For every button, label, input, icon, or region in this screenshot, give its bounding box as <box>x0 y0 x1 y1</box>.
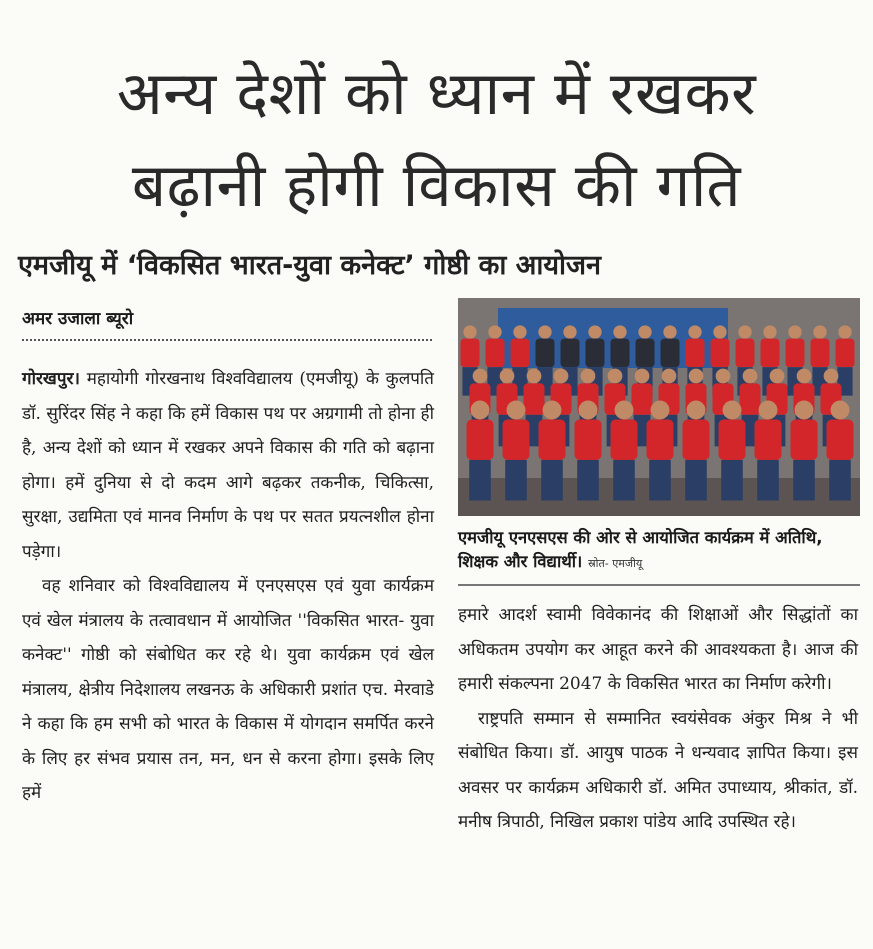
back-row-person-torso <box>561 339 580 368</box>
caption-text: एमजीयू एनएसएस की ओर से आयोजित कार्यक्रम में अतिथि, शिक्षक और विद्यार्थी। <box>458 528 823 571</box>
back-row-person-torso <box>786 339 805 368</box>
back-row-person-head <box>563 325 576 338</box>
middle-row-person-torso <box>524 383 545 415</box>
back-row-person-torso <box>486 339 505 368</box>
article-paragraph <box>22 362 434 569</box>
back-row-person-head <box>813 325 826 338</box>
back-row-person-head <box>763 325 776 338</box>
middle-row-person-head <box>770 369 785 384</box>
front-row-person-legs <box>505 460 527 501</box>
back-row-person-head <box>463 325 476 338</box>
subheadline: एमजीयू में ‘विकसित भारत-युवा कनेक्ट’ गोष्ठी का आयोजन <box>18 250 602 281</box>
front-row-person-torso <box>827 419 854 460</box>
back-row-person-torso <box>761 339 780 368</box>
front-row-person-head <box>615 401 634 420</box>
front-row-person-legs <box>793 460 815 501</box>
photo-caption <box>458 526 860 586</box>
back-row-person-head <box>588 325 601 338</box>
middle-row-person-head <box>473 369 488 384</box>
article-column-right <box>458 598 858 840</box>
front-row-person-torso <box>503 419 530 460</box>
front-row-person-head <box>687 401 706 420</box>
middle-row-person-head <box>662 369 677 384</box>
back-row-person-head <box>788 325 801 338</box>
front-row-person-legs <box>541 460 563 501</box>
middle-row-person-head <box>500 369 515 384</box>
front-row-person-legs <box>577 460 599 501</box>
front-row-person-legs <box>757 460 779 501</box>
front-row-person-legs <box>829 460 851 501</box>
front-row-person-torso <box>467 419 494 460</box>
article-paragraph: हमारे आदर्श स्वामी विवेकानंद की शिक्षाओं और सिद्धांतों का अधिकतम उपयोग कर आहूत करने की आवश्यकता है। आज की हमारी संकल्पना 2047 के विकसित भारत का निर्माण करेगी। <box>458 605 858 694</box>
middle-row-person-head <box>554 369 569 384</box>
paragraph-text: महायोगी गोरखनाथ विश्वविद्यालय (एमजीयू) के कुलपति डॉ. सुरिंदर सिंह ने कहा कि हमें विकास पथ पर अग्रगामी तो होना ही है, अन्य देशों को ध्यान में रखकर अपने विकास की गति को बढ़ाना होगा। हमें दुनिया से दो कदम आगे बढ़कर तकनीक, चिकित्सा, सुरक्षा, उद्यमिता एवं मानव निर्माण के पथ पर सतत प्रयत्नशील होना पड़ेगा। <box>22 369 434 562</box>
back-row-person-torso <box>686 339 705 368</box>
middle-row-person-head <box>608 369 623 384</box>
back-row-person-torso <box>736 339 755 368</box>
middle-row-person-head <box>797 369 812 384</box>
front-row-person-legs <box>613 460 635 501</box>
back-row-person-head <box>713 325 726 338</box>
middle-row-person-torso <box>632 383 653 415</box>
front-row-person-head <box>651 401 670 420</box>
front-row-person-legs <box>469 460 491 501</box>
front-row-person-torso <box>755 419 782 460</box>
back-row-person-torso <box>811 339 830 368</box>
back-row-person-torso <box>661 339 680 368</box>
back-row-person-torso <box>511 339 530 368</box>
back-row-person-torso <box>611 339 630 368</box>
back-row-person-head <box>513 325 526 338</box>
dateline: गोरखपुर। <box>22 369 80 389</box>
front-row-person-torso <box>683 419 710 460</box>
group-photo-illustration <box>458 298 860 516</box>
front-row-person-torso <box>719 419 746 460</box>
front-row-person-head <box>831 401 850 420</box>
front-row-person-torso <box>647 419 674 460</box>
event-group-photo <box>458 298 860 516</box>
back-row-person-head <box>663 325 676 338</box>
back-row-person-torso <box>711 339 730 368</box>
middle-row-person-head <box>716 369 731 384</box>
back-row-person-head <box>488 325 501 338</box>
back-row-person-head <box>613 325 626 338</box>
photo-credit: स्रोत- एमजीयू <box>588 557 643 570</box>
middle-row-person-head <box>527 369 542 384</box>
middle-row-person-head <box>743 369 758 384</box>
front-row-person-legs <box>649 460 671 501</box>
back-row-person-head <box>838 325 851 338</box>
front-row-person-legs <box>685 460 707 501</box>
back-row-person-head <box>538 325 551 338</box>
front-row-person-head <box>543 401 562 420</box>
front-row-person-legs <box>721 460 743 501</box>
byline: अमर उजाला ब्यूरो <box>22 306 432 341</box>
headline-line-2: बढ़ानी होगी विकास की गति <box>131 151 742 221</box>
back-row-person-torso <box>461 339 480 368</box>
front-row-person-torso <box>539 419 566 460</box>
middle-row-person-head <box>689 369 704 384</box>
back-row-person-torso <box>636 339 655 368</box>
headline <box>10 48 863 232</box>
front-row-person-head <box>723 401 742 420</box>
back-row-person-torso <box>836 339 855 368</box>
back-row-person-torso <box>536 339 555 368</box>
back-row-person-torso <box>586 339 605 368</box>
back-row-person-head <box>738 325 751 338</box>
front-row-person-torso <box>791 419 818 460</box>
front-row-person-head <box>507 401 526 420</box>
front-row-person-head <box>471 401 490 420</box>
front-row-person-torso <box>611 419 638 460</box>
headline-line-1: अन्य देशों को ध्यान में रखकर <box>116 59 757 129</box>
back-row-person-head <box>688 325 701 338</box>
article-paragraph: राष्ट्रपति सम्मान से सम्मानित स्वयंसेवक अंकुर मिश्र ने भी संबोधित किया। डॉ. आयुष पाठक ने धन्यवाद ज्ञापित किया। इस अवसर पर कार्यक्रम अधिकारी डॉ. अमित उपाध्याय, श्रीकांत, डॉ. मनीष त्रिपाठी, निखिल प्रकाश पांडेय आदि उपस्थित रहे। <box>458 708 858 832</box>
front-row-person-head <box>759 401 778 420</box>
front-row-person-torso <box>575 419 602 460</box>
middle-row-person-head <box>635 369 650 384</box>
front-row-person-head <box>579 401 598 420</box>
back-row-person-head <box>638 325 651 338</box>
article-paragraph: वह शनिवार को विश्वविद्यालय में एनएसएस एवं युवा कार्यक्रम एवं खेल मंत्रालय के तत्वावधान में आयोजित ''विकसित भारत- युवा कनेक्ट'' गोष्ठी को संबोधित कर रहे थे। युवा कार्यक्रम एवं खेल मंत्रालय, क्षेत्रीय निदेशालय लखनऊ के अधिकारी प्रशांत एच. मेरवाडे ने कहा कि हम सभी को भारत के विकास में योगदान समर्पित करने के लिए हर संभव प्रयास तन, मन, धन से करना होगा। इसके लिए हमें <box>22 576 434 803</box>
middle-row-person-torso <box>740 383 761 415</box>
middle-row-person-head <box>824 369 839 384</box>
front-row-person-head <box>795 401 814 420</box>
article-column-left <box>22 362 434 811</box>
middle-row-person-head <box>581 369 596 384</box>
